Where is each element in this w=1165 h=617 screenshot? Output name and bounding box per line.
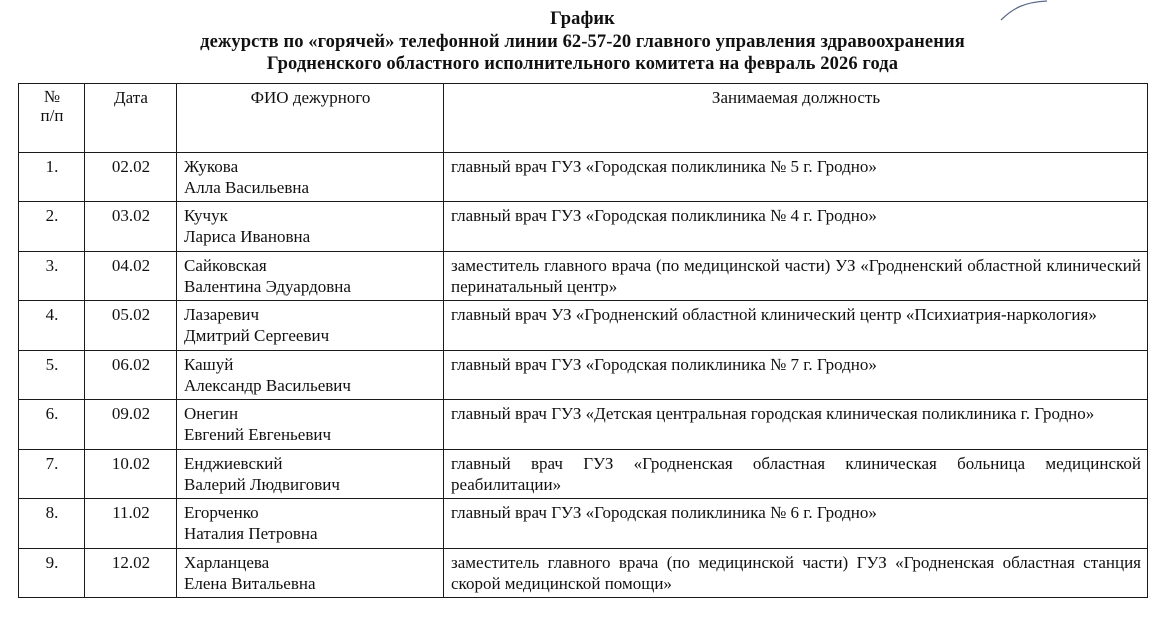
cell-position: [444, 350, 1148, 400]
table-row: [19, 152, 1148, 202]
cell-number: 7.: [19, 449, 85, 499]
cell-date: 02.02: [85, 152, 177, 202]
title-line-2: дежурств по «горячей» телефонной линии 62-57-20 главного управления здравоохранения: [200, 31, 965, 52]
table-row: [19, 400, 1148, 450]
cell-date: 09.02: [85, 400, 177, 450]
cell-position-text: заместитель главного врача (по медицинской части) УЗ «Гродненский областной клинический перинатальный центр»: [451, 255, 1141, 296]
cell-position: [444, 202, 1148, 252]
cell-number: 1.: [19, 152, 85, 202]
cell-date: 04.02: [85, 251, 177, 301]
column-header-number: [19, 83, 85, 152]
cell-number: 9.: [19, 548, 85, 598]
document-title: [18, 8, 1147, 76]
table-body: [19, 152, 1148, 598]
cell-fio: [177, 548, 444, 598]
cell-number: 2.: [19, 202, 85, 252]
cell-given-name: Елена Витальевна: [184, 573, 316, 593]
cell-position: [444, 251, 1148, 301]
table-row: [19, 301, 1148, 351]
cell-position-text: главный врач ГУЗ «Городская поликлиника № 6 г. Гродно»: [451, 503, 877, 523]
cell-fio: [177, 499, 444, 549]
cell-surname: Онегин: [184, 404, 239, 424]
cell-fio: [177, 400, 444, 450]
cell-position: [444, 152, 1148, 202]
table-header: [19, 83, 1148, 152]
table-row: [19, 548, 1148, 598]
cell-fio: [177, 449, 444, 499]
cell-position-text: главный врач ГУЗ «Детская центральная городская клиническая поликлиника г. Гродно»: [451, 404, 1095, 424]
column-header-date: Дата: [85, 83, 177, 152]
column-header-fio: ФИО дежурного: [177, 83, 444, 152]
duty-schedule-table: [18, 83, 1148, 599]
cell-position: [444, 301, 1148, 351]
cell-given-name: Дмитрий Сергеевич: [184, 326, 330, 346]
table-row: [19, 449, 1148, 499]
table-row: [19, 350, 1148, 400]
cell-number: 4.: [19, 301, 85, 351]
cell-surname: Харланцева: [184, 552, 270, 572]
cell-date: 05.02: [85, 301, 177, 351]
column-header-position: Занимаемая должность: [444, 83, 1148, 152]
cell-number: 5.: [19, 350, 85, 400]
cell-fio: [177, 251, 444, 301]
cell-position-text: главный врач ГУЗ «Городская поликлиника № 5 г. Гродно»: [451, 156, 877, 176]
cell-date: 11.02: [85, 499, 177, 549]
cell-position-text: главный врач УЗ «Гродненский областной клинический центр «Психиатрия-наркология»: [451, 305, 1097, 325]
cell-given-name: Александр Васильевич: [184, 375, 351, 395]
cell-given-name: Евгений Евгеньевич: [184, 425, 332, 445]
table-row: [19, 499, 1148, 549]
column-header-number-line2: п/п: [40, 105, 64, 125]
cell-surname: Лазаревич: [184, 305, 260, 325]
cell-number: 3.: [19, 251, 85, 301]
cell-position-text: главный врач ГУЗ «Гродненская областная клиническая больница медицинской реабилитации»: [451, 453, 1141, 494]
cell-fio: [177, 350, 444, 400]
cell-date: 12.02: [85, 548, 177, 598]
column-header-number-line1: №: [43, 86, 61, 106]
title-line-1: График: [550, 9, 615, 29]
table-row: [19, 251, 1148, 301]
cell-position: [444, 400, 1148, 450]
cell-date: 06.02: [85, 350, 177, 400]
cell-fio: [177, 152, 444, 202]
cell-date: 03.02: [85, 202, 177, 252]
cell-number: 8.: [19, 499, 85, 549]
table-header-row: [19, 83, 1148, 152]
cell-position: [444, 548, 1148, 598]
cell-given-name: Валентина Эдуардовна: [184, 276, 351, 296]
cell-surname: Сайковская: [184, 255, 267, 275]
cell-surname: Кучук: [184, 206, 228, 226]
cell-fio: [177, 301, 444, 351]
cell-given-name: Валерий Людвигович: [184, 474, 340, 494]
cell-given-name: Лариса Ивановна: [184, 227, 311, 247]
cell-position: [444, 499, 1148, 549]
cell-surname: Енджиевский: [184, 453, 283, 473]
cell-position-text: заместитель главного врача (по медицинской части) ГУЗ «Гродненская областная станция скорой медицинской помощи»: [451, 552, 1141, 593]
cell-surname: Кашуй: [184, 354, 234, 374]
cell-position-text: главный врач ГУЗ «Городская поликлиника № 4 г. Гродно»: [451, 206, 877, 226]
cell-position-text: главный врач ГУЗ «Городская поликлиника № 7 г. Гродно»: [451, 354, 877, 374]
cell-number: 6.: [19, 400, 85, 450]
cell-given-name: Алла Васильевна: [184, 177, 310, 197]
cell-fio: [177, 202, 444, 252]
table-row: [19, 202, 1148, 252]
title-line-3: Гродненского областного исполнительного комитета на февраль 2026 года: [266, 54, 899, 75]
cell-surname: Егорченко: [184, 503, 259, 523]
cell-given-name: Наталия Петровна: [184, 524, 318, 544]
cell-date: 10.02: [85, 449, 177, 499]
cell-surname: Жукова: [184, 156, 239, 176]
cell-position: [444, 449, 1148, 499]
